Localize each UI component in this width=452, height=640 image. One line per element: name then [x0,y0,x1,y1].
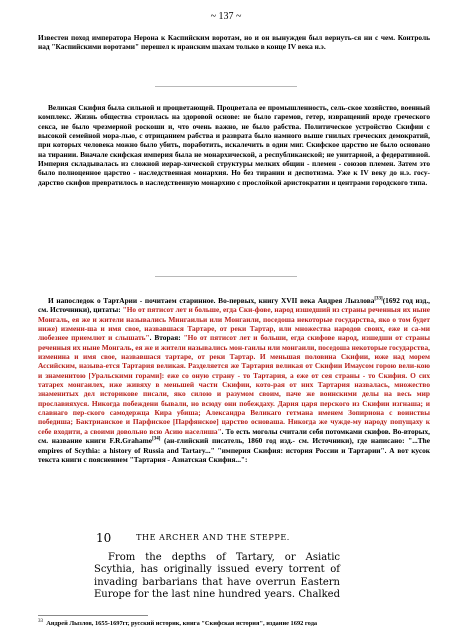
p3-text: . Вторая: [149,333,184,343]
separator-line [155,276,297,277]
scan-body-text: From the depths of Tartary, or Asiatic Scythia, has originally issued every torrent of invading barbarians that have overrun Eastern Europe for the last nine hundred years. Chalked [94,552,340,600]
p3-text: (1692 год изд., см. Источники), цитаты: [38,296,430,315]
lyzlov-quote-2: "Но от пятисот лет и больши, егда скифове народ, изшедши от страны реченныя их ныне Монгаль, ея же и жители назывались мон-гаилы или монгаили, поседоша некоторые государства, изменина и имя свое, назвавшася тартаре, от реки Тартар. И меньшая половина Скифии, юже над морем Ассийским, называ-ется Тартария великая. Разделяется же Тартария великая от Скифии Имаусом горою вели-кою и знаменитою [Уральскими горами]: еже со оную страну - то Тартария, а еже от сея страны - то Скифия. О сих татарех монгаилех, иже живяху в меньшей части Скифии, кото-рая от них Тартария назвалась, множество знаменитых дел историкове писали, яко силою и разумом своим, паче же воинскими делы на весь мир прославияхуся. Никогда побеждени бывали, но всюду они побеждаху. Дария царя перского из Скифии изгнаша; и славнаго пер-ского самодержца Кира убиша; Александра Великаго гетмана именем Зопириона с воинствы победиша; Бактрианское и Парфиское [Парфянское] царство основаша. Никогда же чуждe-му народу попущаху к себе входити, а своими довольно всю Асию населиша" [38,333,431,436]
footnote-ref-33[interactable]: [33] [374,296,383,302]
footnote-number: 33 [38,618,43,624]
paragraph-great-scythia: Великая Скифия была сильной и процветающей. Процветала ее промышленность, сель-ское хозяйство, военный комплекс. Жизнь общества строилась на здоровой основе: не было гаремов, гетер, извращений вроде греческого секса, не было чрезмерной роскоши и, что очень важно, не было рабства. Политическое устройство Скифии с высокой семейной мора-лью, с отрицанием рабства и разврата было намного выше гнилых греческих демократий, при которых человека можно было убить, поработить, искалечить в один миг. Скифское царство не было основано на тирании. Вначале скифская империя была не монархической, а республиканской; не унитарной, а федеративной. Империя складывалась из сложной иерар-хической структуры мелких общин - племен - союзов племен. Затем это было полноценное царство - наследственная монархия. Но без тирании и деспотизма. Уже к IV веку до н.э. госу-дарство скифов превратилось в наследственную монархию с прослойкой аристократии и центрами городского типа. [38,103,430,187]
footnote-separator [38,615,148,616]
footnote-text: Андрей Лызлов, 1655-1697гг, русский историк, книга "Скифская история", издание 1692 года [46,620,318,627]
footnote-ref-34[interactable]: [34] [152,436,161,442]
page-number: ~ 137 ~ [210,11,242,22]
separator-line [155,86,297,87]
scan-running-header: THE ARCHER AND THE STEPPE. [136,533,290,542]
p3-text: . То есть моголы считали себя потомками скифов. Во-вторых, см. название книги F.R.Grahame [38,426,431,446]
footnote-33 [38,620,430,627]
paragraph-tartaria [38,296,430,464]
lyzlov-quote-1: "Но от пятисот лет и больше, егда Ски-фове, народ изшедший из страны реченныя их ныне Монгаль, ея же и жители назывались Мингаильи или Монгаили, поседоша некоторые государства, яко о том будет ниже) измени-ша и имя свое, назвавшася Тартаре, от реки Тартар, или множества народов своих, еже и са-ми любезнее приемлют и слышать" [38,305,430,343]
scan-page-number: 10 [96,531,112,545]
scanned-book-excerpt [80,525,346,601]
p3-text: (ан-глийский писатель, 1860 год изд.- см. Источники), где написано: "...The empires of Scythia: a history of Russia and Tartary..." "империя Скифия: история России и Тартарии". А вот кусок текста книги с пояснением "Тартария - Азиатская Скифия...": [38,436,430,464]
paragraph-nero: Известен поход императора Нерона к Каспийским воротам, но и он вынужден был вернуть-ся ни с чем. Контроль над "Каспийскими воротами" перешел к иранским шахам только в конце IV века н.э. [38,33,430,52]
p3-text: И напоследок о ТартАрии - почитаем старинное. Во-первых, книгу XVII века Андрея Лызлова [48,296,375,305]
